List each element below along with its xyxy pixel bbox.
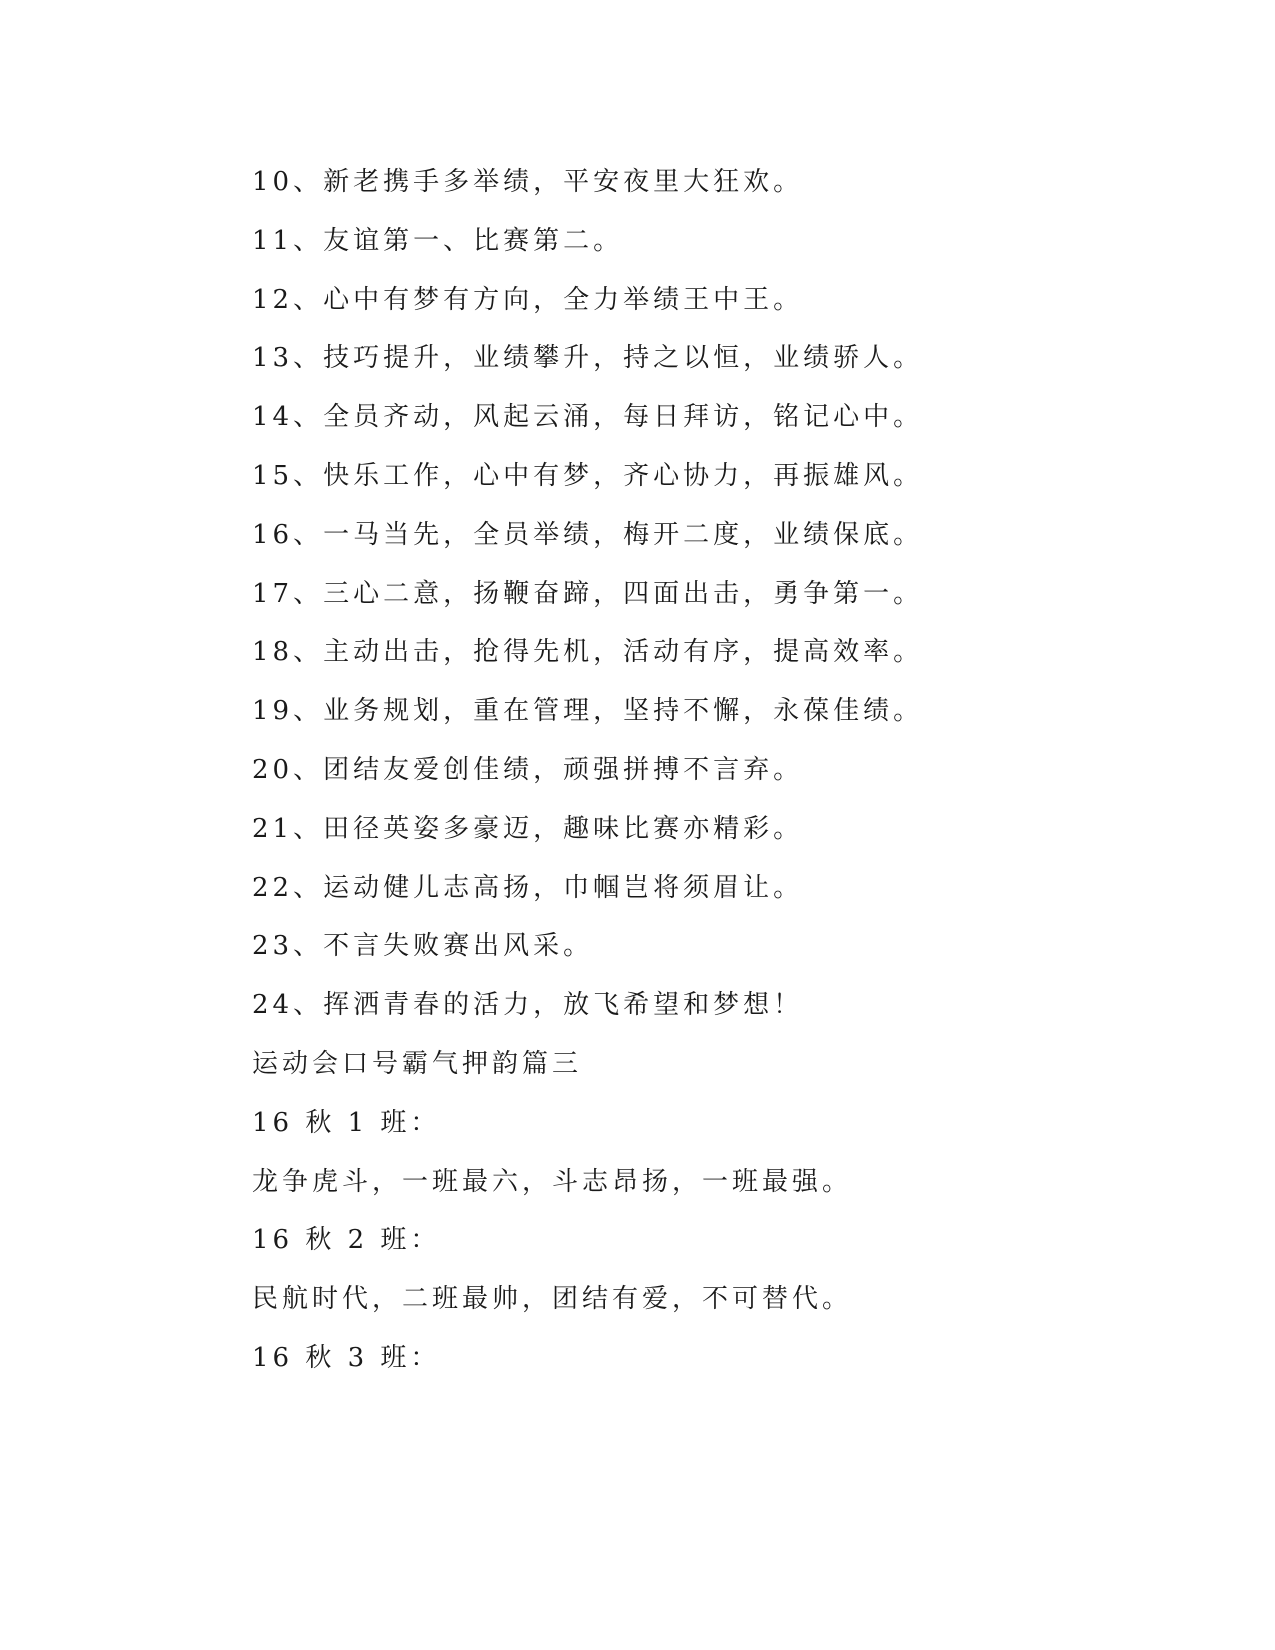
document-body — [252, 160, 1152, 1395]
slogan-13: 13、技巧提升，业绩攀升，持之以恒，业绩骄人。 — [252, 343, 924, 374]
class-label-3: 16 秋 3 班： — [252, 1342, 441, 1373]
class-label-2: 16 秋 2 班： — [252, 1225, 441, 1256]
slogan-11: 11、友谊第一、比赛第二。 — [252, 225, 624, 256]
slogan-24: 24、挥洒青春的活力，放飞希望和梦想！ — [252, 990, 804, 1021]
slogan-23: 23、不言失败赛出风采。 — [252, 931, 594, 962]
slogan-16: 16、一马当先，全员举绩，梅开二度，业绩保底。 — [252, 519, 924, 550]
slogan-20: 20、团结友爱创佳绩，顽强拼搏不言弃。 — [252, 754, 804, 785]
slogan-10: 10、新老携手多举绩，平安夜里大狂欢。 — [252, 167, 804, 197]
section-heading: 运动会口号霸气押韵篇三 — [252, 1048, 583, 1079]
class-slogan-2: 民航时代，二班最帅，团结有爱，不可替代。 — [252, 1284, 853, 1315]
slogan-21: 21、田径英姿多豪迈，趣味比赛亦精彩。 — [252, 813, 804, 844]
slogan-14: 14、全员齐动，风起云涌，每日拜访，铭记心中。 — [252, 402, 924, 433]
class-slogan-1: 龙争虎斗，一班最六，斗志昂扬，一班最强。 — [252, 1166, 853, 1197]
slogan-17: 17、三心二意，扬鞭奋蹄，四面出击，勇争第一。 — [252, 578, 924, 609]
class-label-1: 16 秋 1 班： — [252, 1107, 441, 1138]
slogan-22: 22、运动健儿志高扬，巾帼岂将须眉让。 — [252, 872, 804, 903]
slogan-18: 18、主动出击，抢得先机，活动有序，提高效率。 — [252, 637, 924, 668]
slogan-12: 12、心中有梦有方向，全力举绩王中王。 — [252, 284, 804, 315]
slogan-19: 19、业务规划，重在管理，坚持不懈，永葆佳绩。 — [252, 696, 924, 727]
slogan-15: 15、快乐工作，心中有梦，齐心协力，再振雄风。 — [252, 460, 924, 491]
